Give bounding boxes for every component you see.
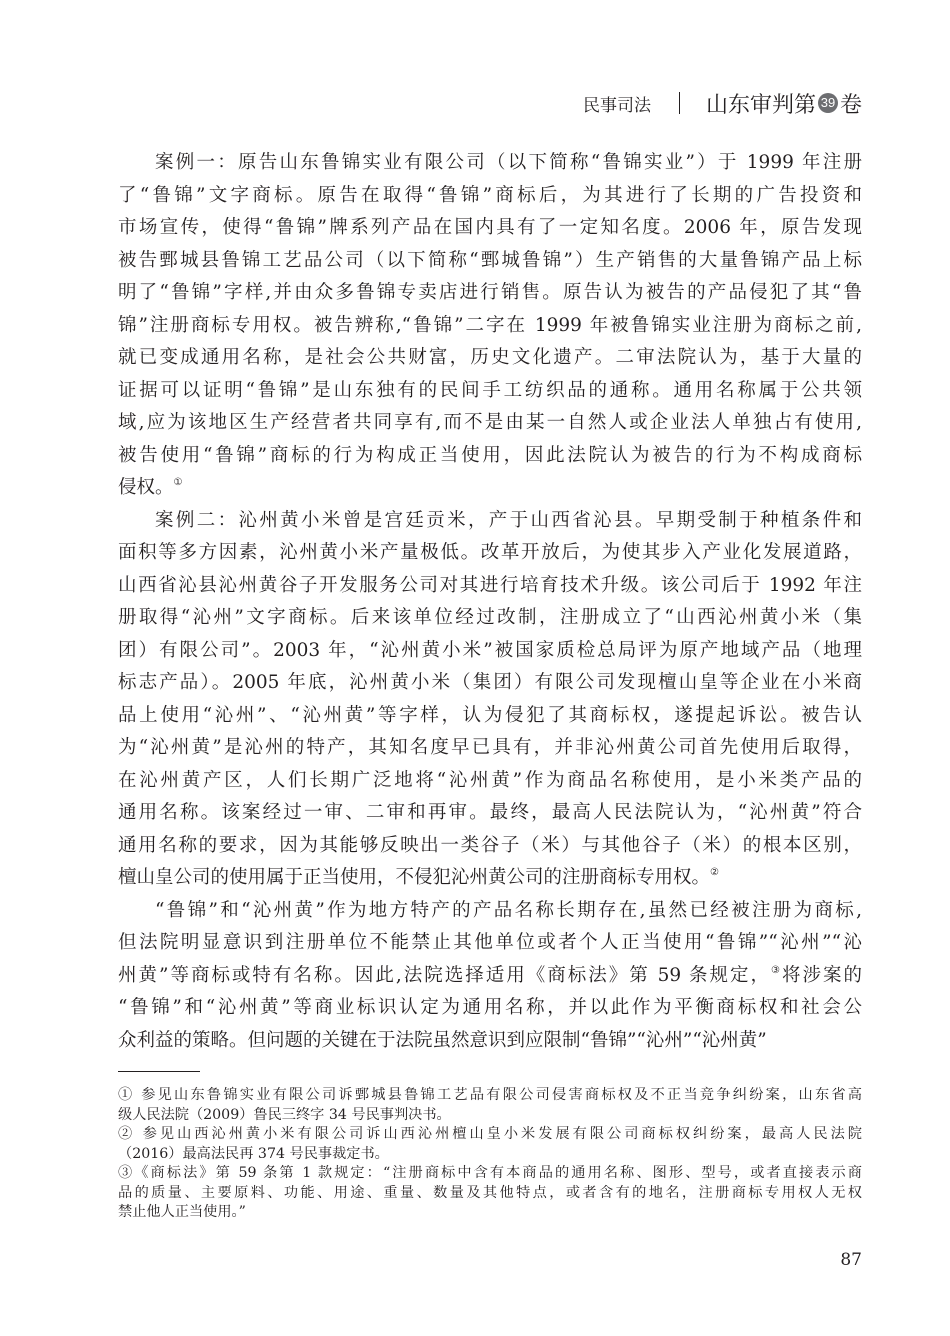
text-line xyxy=(118,1025,862,1058)
text-line xyxy=(118,635,862,668)
text-line xyxy=(118,797,862,830)
footnote-line: ② 参见山西沁州黄小米有限公司诉山西沁州檀山皇小米发展有限公司商标权纠纷案，最高人民法院 xyxy=(118,1126,862,1142)
footnote-ref[interactable]: ② xyxy=(710,867,719,878)
text-line xyxy=(118,667,862,700)
text-line xyxy=(118,830,862,863)
journal-title xyxy=(706,88,862,119)
footnote-line: 品的质量、主要原料、功能、用途、重量、数量及其他特点，或者含有的地名，注册商标专用权人无权 xyxy=(118,1184,862,1201)
text-line xyxy=(118,602,862,635)
line-text: 就已变成通用名称，是社会公共财富，历史文化遗产。二审法院认为，基于大量的 xyxy=(118,347,862,368)
text-line xyxy=(118,407,862,440)
line-text: 市场宣传，使得“鲁锦”牌系列产品在国内具有了一定知名度。2006 年，原告发现 xyxy=(118,217,862,238)
paragraph xyxy=(118,895,862,1058)
line-text: 在沁州黄产区，人们长期广泛地将“沁州黄”作为商品名称使用，是小米类产品的 xyxy=(118,769,862,791)
line-text: 明了“鲁锦”字样,并由众多鲁锦专卖店进行销售。原告认为被告的产品侵犯了其“鲁 xyxy=(118,282,862,303)
journal-suffix: 卷 xyxy=(839,92,862,118)
footnote-rule xyxy=(118,1071,200,1072)
footnote-line: ① 参见山东鲁锦实业有限公司诉鄄城县鲁锦工艺品有限公司侵害商标权及不正当竞争纠纷案，山东省高 xyxy=(118,1087,862,1103)
footnote-line: （2016）最高法民再 374 号民事裁定书。 xyxy=(118,1145,389,1162)
text-line xyxy=(118,505,862,538)
running-header xyxy=(583,86,862,120)
line-text: 品上使用“沁州”、“沁州黄”等字样，认为侵犯了其商标权，遂提起诉讼。被告认 xyxy=(118,704,862,726)
line-text: 案例二：沁州黄小米曾是宫廷贡米，产于山西省沁县。早期受制于种植条件和 xyxy=(155,509,862,531)
body-text xyxy=(118,147,862,1057)
journal-prefix: 山东审判第 xyxy=(705,92,816,118)
footnote-line: 级人民法院（2009）鲁民三终字 34 号民事判决书。 xyxy=(118,1106,451,1123)
line-text: 案例一：原告山东鲁锦实业有限公司（以下简称“鲁锦实业”）于 1999 年注册 xyxy=(155,152,862,173)
line-text: 团）有限公司”。2003 年，“沁州黄小米”被国家质检总局评为原产地域产品（地理 xyxy=(118,639,862,661)
line-text: “鲁锦”和“沁州黄”作为地方特产的产品名称长期存在,虽然已经被注册为商标, xyxy=(155,899,862,921)
line-text: 被告使用“鲁锦”商标的行为构成正当使用，因此法院认为被告的行为不构成商标 xyxy=(118,444,862,466)
text-line xyxy=(118,960,862,993)
volume-badge: 39 xyxy=(818,93,838,113)
line-text: 锦”注册商标专用权。被告辨称,“鲁锦”二字在 1999 年被鲁锦实业注册为商标之前, xyxy=(118,314,862,336)
line-text: “鲁锦”和“沁州黄”等商业标识认定为通用名称，并以此作为平衡商标权和社会公 xyxy=(118,997,862,1018)
line-text: 山西省沁县沁州黄谷子开发服务公司对其进行培育技术升级。该公司后于 1992 年注 xyxy=(118,574,862,596)
line-text: 州黄”等商标或特有名称。因此,法院选择适用《商标法》第 59 条规定， xyxy=(118,964,772,986)
line-text: 被告鄄城县鲁锦工艺品公司（以下简称“鄄城鲁锦”）生产销售的大量鲁锦产品上标 xyxy=(118,249,862,271)
text-line xyxy=(118,765,862,798)
line-text: 域,应为该地区生产经营者共同享有,而不是由某一自然人或企业法人单独占有使用, xyxy=(118,412,862,433)
text-line xyxy=(118,570,862,603)
footnotes xyxy=(118,1086,862,1223)
text-line xyxy=(118,245,862,278)
line-text: 通用名称。该案经过一审、二审和再审。最终，最高人民法院认为，“沁州黄”符合 xyxy=(118,802,862,823)
text-line xyxy=(118,310,862,343)
line-text: 通用名称的要求，因为其能够反映出一类谷子（米）与其他谷子（米）的根本区别， xyxy=(118,834,862,856)
line-text: 面积等多方因素，沁州黄小米产量极低。改革开放后，为使其步入产业化发展道路， xyxy=(118,542,862,563)
footnote-ref[interactable]: ① xyxy=(173,477,183,488)
text-line xyxy=(118,732,862,765)
footnote-line: 禁止他人正当使用。” xyxy=(118,1204,246,1220)
text-line xyxy=(118,992,862,1025)
text-line xyxy=(118,180,862,213)
line-text: 将涉案的 xyxy=(782,964,862,986)
text-line xyxy=(118,537,862,570)
text-line xyxy=(118,472,862,505)
text-line xyxy=(118,342,862,375)
line-text: 了“鲁锦”文字商标。原告在取得“鲁锦”商标后，为其进行了长期的广告投资和 xyxy=(118,184,862,206)
text-line xyxy=(118,862,862,895)
page-number: 87 xyxy=(840,1250,862,1270)
header-divider xyxy=(679,92,680,114)
text-line xyxy=(118,212,862,245)
text-line xyxy=(118,277,862,310)
line-text: 檀山皇公司的使用属于正当使用，不侵犯沁州黄公司的注册商标专用权。 xyxy=(118,867,711,888)
footnote xyxy=(118,1086,862,1125)
text-line xyxy=(118,440,862,473)
text-line xyxy=(118,700,862,733)
line-text: 为“沁州黄”是沁州的特产，其知名度早已具有，并非沁州黄公司首先使用后取得， xyxy=(118,737,862,758)
paragraph xyxy=(118,147,862,505)
footnote xyxy=(118,1125,862,1164)
line-text: 标志产品）。2005 年底，沁州黄小米（集团）有限公司发现檀山皇等企业在小米商 xyxy=(118,672,862,693)
text-line xyxy=(118,927,862,960)
line-text: 但法院明显意识到注册单位不能禁止其他单位或者个人正当使用“鲁锦”“沁州”“沁 xyxy=(118,932,862,953)
text-line xyxy=(118,375,862,408)
line-text: 证据可以证明“鲁锦”是山东独有的民间手工纺织品的通称。通用名称属于公共领 xyxy=(118,379,862,401)
line-text: 众利益的策略。但问题的关键在于法院虽然意识到应限制“鲁锦”“沁州”“沁州黄” xyxy=(118,1029,767,1051)
footnote-line: ③《商标法》第 59 条第 1 款规定：“注册商标中含有本商品的通用名称、图形、型号，或者直接表示商 xyxy=(118,1165,862,1181)
line-text: 侵权。 xyxy=(118,477,174,498)
text-line xyxy=(118,147,862,180)
line-text: 册取得“沁州”文字商标。后来该单位经过改制，注册成立了“山西沁州黄小米（集 xyxy=(118,607,862,628)
section-name: 民事司法 xyxy=(582,95,651,116)
text-line xyxy=(118,895,862,928)
paragraph xyxy=(118,505,862,895)
footnote xyxy=(118,1164,862,1223)
footnote-ref[interactable]: ③ xyxy=(771,964,782,976)
